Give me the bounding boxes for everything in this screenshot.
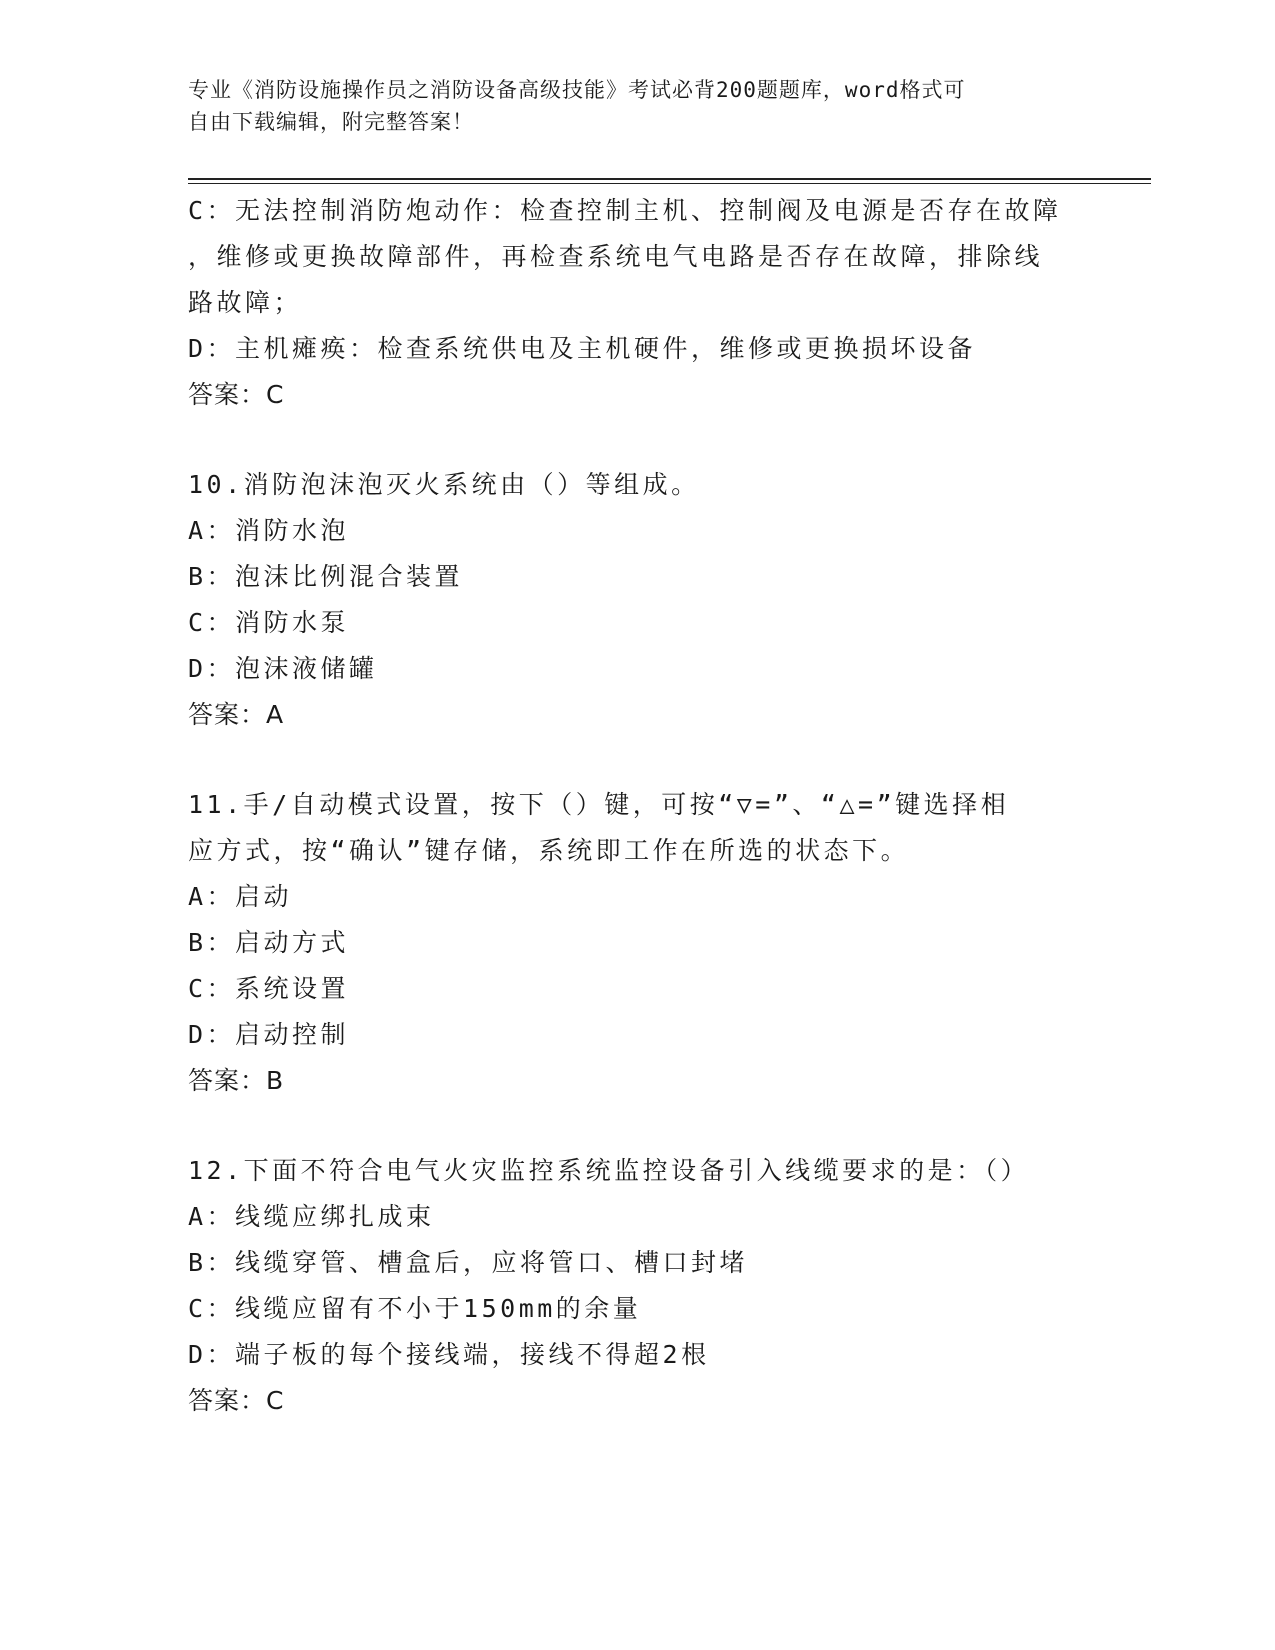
option-d: D：端子板的每个接线端，接线不得超2根 [188, 1340, 710, 1369]
option-c: C：系统设置 [188, 974, 350, 1003]
header-divider-thick [188, 178, 1151, 180]
question-list [188, 188, 1088, 1424]
question-block-11 [188, 782, 1088, 1104]
spacer [188, 1104, 1088, 1148]
option-c-cont: 路故障； [188, 288, 303, 317]
option-d: D：启动控制 [188, 1020, 350, 1049]
header-divider-thin [188, 183, 1151, 184]
question-stem: 12.下面不符合电气火灾监控系统监控设备引入线缆要求的是：（） [188, 1156, 1030, 1185]
spacer [188, 418, 1088, 462]
spacer [188, 738, 1088, 782]
answer-line: 答案：A [188, 700, 285, 729]
answer-line: 答案：B [188, 1066, 285, 1095]
document-header [188, 74, 1068, 138]
option-a: A：消防水泡 [188, 516, 350, 545]
question-stem: 11.手/自动模式设置，按下（）键，可按“▽=”、“△=”键选择相 [188, 790, 1010, 819]
option-d: D：主机瘫痪：检查系统供电及主机硬件，维修或更换损坏设备 [188, 334, 977, 363]
option-c: C：线缆应留有不小于150mm的余量 [188, 1294, 642, 1323]
question-stem-cont: 应方式，按“确认”键存储，系统即工作在所选的状态下。 [188, 836, 910, 865]
header-line-2: 自由下载编辑，附完整答案！ [188, 110, 474, 134]
question-block-prev [188, 188, 1088, 418]
option-b: B：启动方式 [188, 928, 350, 957]
option-c: C：消防水泵 [188, 608, 350, 637]
header-line-1: 专业《消防设施操作员之消防设备高级技能》考试必背200题题库，word格式可 [188, 78, 966, 102]
option-b: B：泡沫比例混合装置 [188, 562, 464, 591]
question-block-12 [188, 1148, 1088, 1424]
answer-line: 答案：C [188, 1386, 285, 1415]
option-c-cont: ，维修或更换故障部件，再检查系统电气电路是否存在故障，排除线 [188, 242, 1044, 271]
option-a: A：启动 [188, 882, 293, 911]
option-c: C：无法控制消防炮动作：检查控制主机、控制阀及电源是否存在故障 [188, 196, 1062, 225]
option-b: B：线缆穿管、槽盒后，应将管口、槽口封堵 [188, 1248, 749, 1277]
answer-line: 答案：C [188, 380, 285, 409]
question-stem: 10.消防泡沫泡灭火系统由（）等组成。 [188, 470, 700, 499]
option-d: D：泡沫液储罐 [188, 654, 378, 683]
question-block-10 [188, 462, 1088, 738]
option-a: A：线缆应绑扎成束 [188, 1202, 435, 1231]
